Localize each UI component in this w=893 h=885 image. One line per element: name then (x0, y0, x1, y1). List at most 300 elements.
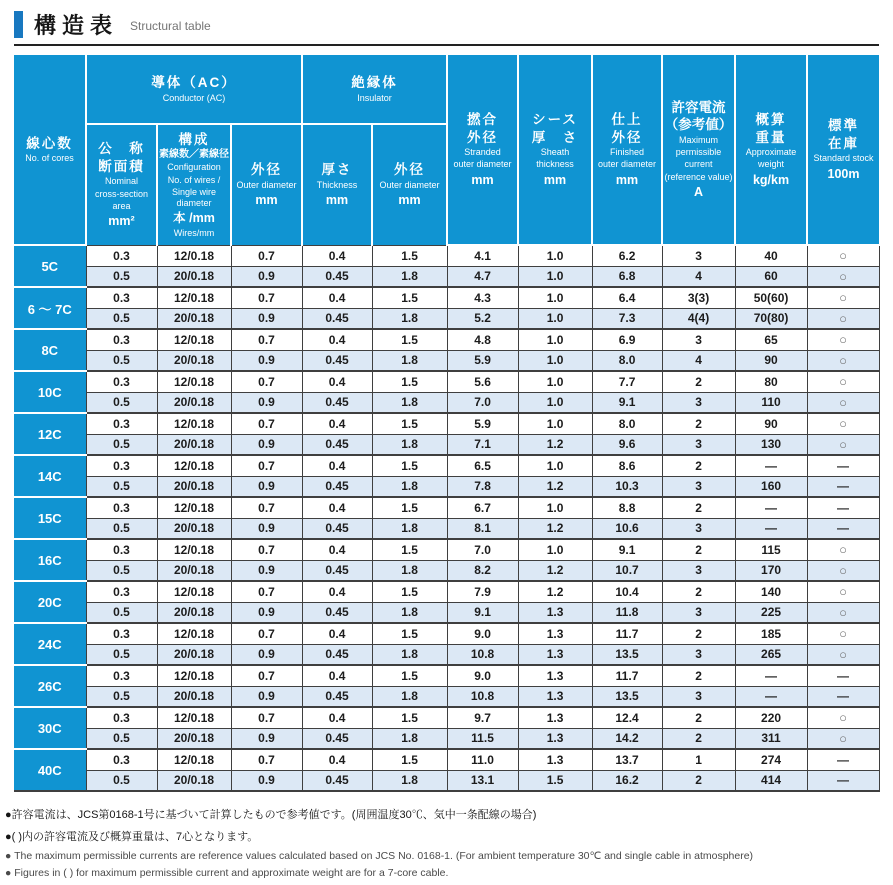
data-cell: 0.5 (86, 728, 157, 749)
current-unit: A (694, 184, 704, 199)
data-cell: 0.7 (231, 455, 302, 476)
data-cell: 90 (735, 413, 807, 434)
config-en: Configuration (167, 162, 221, 173)
current-en-sub: (reference value) (664, 171, 733, 182)
data-cell: 10.7 (592, 560, 662, 581)
nominal-ja2: 断面積 (98, 158, 145, 174)
stock-cell: ○ (807, 560, 879, 581)
current-ja1: 許容電流 (671, 99, 726, 115)
data-cell: 7.3 (592, 308, 662, 329)
sheath-unit: mm (543, 172, 567, 187)
stock-cell: — (807, 749, 879, 770)
page-title-ja: 構造表 (34, 12, 119, 38)
data-cell: 0.9 (231, 686, 302, 707)
data-cell: 7.9 (447, 581, 518, 602)
table-row (14, 728, 879, 749)
data-cell: 4.7 (447, 266, 518, 287)
data-cell: 10.4 (592, 581, 662, 602)
data-cell: 5.6 (447, 371, 518, 392)
data-cell: 0.5 (86, 602, 157, 623)
data-cell: 0.3 (86, 413, 157, 434)
data-cell: 9.6 (592, 434, 662, 455)
data-cell: 0.4 (302, 581, 372, 602)
thickness-en: Thickness (316, 179, 358, 190)
data-cell: 0.5 (86, 770, 157, 791)
data-cell: 1.8 (372, 266, 447, 287)
weight-unit: kg/km (752, 172, 790, 187)
data-cell: 0.9 (231, 392, 302, 413)
data-cell: 1.8 (372, 560, 447, 581)
data-cell: 8.2 (447, 560, 518, 581)
table-row (14, 518, 879, 539)
data-cell: 2 (662, 728, 735, 749)
data-cell: 1.0 (518, 392, 592, 413)
insulator-ja: 絶縁体 (351, 75, 398, 91)
stock-cell: ○ (807, 539, 879, 560)
data-cell: 12/0.18 (157, 665, 231, 686)
data-cell: 3 (662, 434, 735, 455)
data-cell: 0.45 (302, 266, 372, 287)
data-cell: 14.2 (592, 728, 662, 749)
data-cell: 2 (662, 371, 735, 392)
stranded-ja2: 外径 (467, 129, 499, 145)
data-cell: 1.2 (518, 434, 592, 455)
data-cell: 60 (735, 266, 807, 287)
finished-en2: outer diameter (598, 159, 657, 170)
table-row (14, 476, 879, 497)
data-cell: 1.0 (518, 329, 592, 350)
data-cell: — (735, 686, 807, 707)
cond-od-unit: mm (255, 193, 278, 208)
stock-cell: — (807, 686, 879, 707)
data-cell: 0.9 (231, 434, 302, 455)
data-cell: 4 (662, 350, 735, 371)
current-en1: Maximum (679, 134, 719, 145)
data-cell: 0.5 (86, 518, 157, 539)
nominal-en3: area (112, 200, 131, 211)
structural-table (14, 55, 880, 792)
data-cell: 3 (662, 476, 735, 497)
cond-od-ja: 外径 (251, 162, 283, 178)
page-title-en: Structural table (130, 19, 211, 33)
table-row (14, 749, 879, 770)
insul-od-ja: 外径 (394, 162, 426, 178)
stock-cell: — (807, 518, 879, 539)
data-cell: 12/0.18 (157, 287, 231, 308)
data-cell: 12/0.18 (157, 623, 231, 644)
data-cell: 0.45 (302, 770, 372, 791)
data-cell: 90 (735, 350, 807, 371)
stranded-ja1: 撚合 (467, 112, 499, 128)
data-cell: 1.0 (518, 308, 592, 329)
data-cell: 1.0 (518, 455, 592, 476)
data-cell: 9.7 (447, 707, 518, 728)
data-cell: 10.8 (447, 644, 518, 665)
data-cell: 0.3 (86, 539, 157, 560)
data-cell: 80 (735, 371, 807, 392)
data-cell: 9.0 (447, 623, 518, 644)
stock-cell: ○ (807, 350, 879, 371)
table-row (14, 266, 879, 287)
data-cell: 0.5 (86, 560, 157, 581)
data-cell: 8.8 (592, 497, 662, 518)
stock-cell: ○ (807, 707, 879, 728)
data-cell: 0.7 (231, 413, 302, 434)
data-cell: 0.7 (231, 749, 302, 770)
stock-cell: ○ (807, 728, 879, 749)
nominal-unit: mm² (108, 214, 135, 229)
config-ja: 構成 (178, 131, 210, 147)
data-cell: 0.4 (302, 539, 372, 560)
insulator-en: Insulator (357, 92, 392, 103)
data-cell: 2 (662, 770, 735, 791)
data-cell: 50(60) (735, 287, 807, 308)
stock-cell: ○ (807, 371, 879, 392)
data-cell: 0.3 (86, 749, 157, 770)
data-cell: 1.5 (372, 581, 447, 602)
data-cell: 0.45 (302, 686, 372, 707)
stranded-en2: outer diameter (453, 159, 512, 170)
page-title (14, 9, 893, 39)
data-cell: 4.3 (447, 287, 518, 308)
data-cell: 185 (735, 623, 807, 644)
finished-en1: Finished (610, 147, 645, 158)
data-cell: 11.8 (592, 602, 662, 623)
config-unit-en: Wires/mm (173, 227, 215, 238)
data-cell: 414 (735, 770, 807, 791)
data-cell: 0.45 (302, 644, 372, 665)
data-cell: 6.7 (447, 497, 518, 518)
data-cell: 140 (735, 581, 807, 602)
data-cell: 8.0 (592, 413, 662, 434)
data-cell: 0.7 (231, 539, 302, 560)
data-cell: 12.4 (592, 707, 662, 728)
table-row (14, 392, 879, 413)
data-cell: 1.8 (372, 476, 447, 497)
data-cell: 1.8 (372, 728, 447, 749)
finished-ja2: 外径 (611, 129, 643, 145)
data-cell: 0.7 (231, 581, 302, 602)
data-cell: 6.9 (592, 329, 662, 350)
thickness-unit: mm (325, 193, 349, 208)
data-cell: 0.45 (302, 350, 372, 371)
stock-cell: ○ (807, 644, 879, 665)
stock-ja1: 標準 (828, 118, 860, 134)
data-cell: 20/0.18 (157, 728, 231, 749)
data-cell: 1.3 (518, 728, 592, 749)
data-cell: 2 (662, 581, 735, 602)
data-cell: 3 (662, 644, 735, 665)
data-cell: 1.5 (372, 455, 447, 476)
core-count-cell: 16C (14, 539, 86, 581)
weight-en1: Approximate (745, 147, 797, 158)
data-cell: 0.3 (86, 329, 157, 350)
data-cell: 1.5 (372, 707, 447, 728)
data-cell: 0.9 (231, 602, 302, 623)
nominal-en1: Nominal (104, 176, 138, 187)
col-header-weight (735, 55, 807, 245)
config-en-sub2: Single wire diameter (171, 186, 217, 209)
cores-ja: 線心数 (26, 135, 73, 151)
data-cell: 3 (662, 686, 735, 707)
data-cell: 0.4 (302, 287, 372, 308)
table-row (14, 455, 879, 476)
table-row (14, 371, 879, 392)
data-cell: 1.5 (372, 371, 447, 392)
data-cell: 0.7 (231, 245, 302, 266)
data-cell: 1.5 (518, 770, 592, 791)
stock-cell: ○ (807, 287, 879, 308)
stranded-en1: Stranded (464, 147, 501, 158)
sheath-ja2: 厚 さ (531, 129, 579, 145)
data-cell: 1.5 (372, 623, 447, 644)
data-cell: 311 (735, 728, 807, 749)
data-cell: 4 (662, 266, 735, 287)
data-cell: 1.0 (518, 539, 592, 560)
data-cell: 11.7 (592, 665, 662, 686)
data-cell: 1.8 (372, 644, 447, 665)
data-cell: 13.5 (592, 686, 662, 707)
data-cell: 9.1 (592, 539, 662, 560)
data-cell: 11.7 (592, 623, 662, 644)
table-row (14, 434, 879, 455)
table-row (14, 350, 879, 371)
core-count-cell: 24C (14, 623, 86, 665)
data-cell: 2 (662, 707, 735, 728)
table-row (14, 287, 879, 308)
data-cell: 220 (735, 707, 807, 728)
data-cell: 0.4 (302, 749, 372, 770)
data-cell: 8.6 (592, 455, 662, 476)
data-cell: — (735, 497, 807, 518)
data-cell: 10.3 (592, 476, 662, 497)
table-row (14, 686, 879, 707)
stock-cell: ○ (807, 245, 879, 266)
data-cell: 12/0.18 (157, 539, 231, 560)
data-cell: 160 (735, 476, 807, 497)
data-cell: 9.1 (592, 392, 662, 413)
data-cell: 20/0.18 (157, 644, 231, 665)
data-cell: 70(80) (735, 308, 807, 329)
data-cell: 3 (662, 518, 735, 539)
config-ja-sub: 素線数／素線径 (159, 149, 229, 161)
data-cell: 0.3 (86, 581, 157, 602)
data-cell: 6.5 (447, 455, 518, 476)
data-cell: 12/0.18 (157, 455, 231, 476)
data-cell: 2 (662, 455, 735, 476)
data-cell: 0.3 (86, 707, 157, 728)
data-cell: — (735, 518, 807, 539)
data-cell: 1.3 (518, 623, 592, 644)
data-cell: 0.3 (86, 623, 157, 644)
data-cell: 20/0.18 (157, 686, 231, 707)
data-cell: 3(3) (662, 287, 735, 308)
stock-cell: — (807, 770, 879, 791)
data-cell: 11.5 (447, 728, 518, 749)
stock-cell: ○ (807, 434, 879, 455)
weight-ja2: 重量 (755, 129, 787, 145)
data-cell: 1 (662, 749, 735, 770)
current-ja2: （参考値） (664, 117, 733, 133)
data-cell: 7.0 (447, 539, 518, 560)
data-cell: 0.3 (86, 245, 157, 266)
table-body (14, 245, 879, 791)
data-cell: 65 (735, 329, 807, 350)
data-cell: 3 (662, 560, 735, 581)
data-cell: 20/0.18 (157, 266, 231, 287)
core-count-cell: 6 ～ 7C (14, 287, 86, 329)
col-header-stranded-od (447, 55, 518, 245)
data-cell: 5.2 (447, 308, 518, 329)
data-cell: 12/0.18 (157, 497, 231, 518)
core-count-cell: 8C (14, 329, 86, 371)
thickness-ja: 厚さ (321, 162, 353, 178)
data-cell: 1.0 (518, 371, 592, 392)
col-header-finished-od (592, 55, 662, 245)
data-cell: 5.9 (447, 413, 518, 434)
data-cell: 1.5 (372, 329, 447, 350)
core-count-cell: 5C (14, 245, 86, 287)
data-cell: 3 (662, 392, 735, 413)
table-row (14, 602, 879, 623)
core-count-cell: 10C (14, 371, 86, 413)
cond-od-en: Outer diameter (236, 179, 297, 190)
data-cell: 8.1 (447, 518, 518, 539)
config-en-sub1: No. of wires / (167, 174, 221, 185)
stock-cell: ○ (807, 581, 879, 602)
stock-en: Standard stock (813, 153, 874, 164)
data-cell: 12/0.18 (157, 371, 231, 392)
data-cell: 13.1 (447, 770, 518, 791)
data-cell: 1.3 (518, 665, 592, 686)
data-cell: 0.4 (302, 329, 372, 350)
sheath-en2: thickness (536, 159, 574, 170)
group-header-conductor (86, 55, 302, 124)
data-cell: 9.1 (447, 602, 518, 623)
data-cell: 2 (662, 497, 735, 518)
data-cell: 2 (662, 623, 735, 644)
col-header-configuration (157, 124, 231, 245)
data-cell: 0.45 (302, 602, 372, 623)
stock-unit: 100m (827, 166, 860, 181)
stock-cell: — (807, 665, 879, 686)
data-cell: 0.5 (86, 308, 157, 329)
data-cell: 1.0 (518, 497, 592, 518)
data-cell: 1.5 (372, 539, 447, 560)
data-cell: 0.7 (231, 623, 302, 644)
data-cell: 12/0.18 (157, 707, 231, 728)
core-count-cell: 12C (14, 413, 86, 455)
data-cell: 1.0 (518, 266, 592, 287)
data-cell: 265 (735, 644, 807, 665)
core-count-cell: 20C (14, 581, 86, 623)
data-cell: 0.7 (231, 497, 302, 518)
data-cell: 12/0.18 (157, 749, 231, 770)
stock-cell: — (807, 455, 879, 476)
data-cell: 225 (735, 602, 807, 623)
data-cell: 3 (662, 602, 735, 623)
data-cell: 0.7 (231, 329, 302, 350)
core-count-cell: 14C (14, 455, 86, 497)
data-cell: 20/0.18 (157, 350, 231, 371)
data-cell: 0.3 (86, 455, 157, 476)
data-cell: 0.9 (231, 350, 302, 371)
data-cell: 115 (735, 539, 807, 560)
data-cell: 0.9 (231, 308, 302, 329)
data-cell: 20/0.18 (157, 602, 231, 623)
data-cell: 130 (735, 434, 807, 455)
footnote-ja-1: ●許容電流は、JCS第0168-1号に基づいて計算したもので参考値です。(周囲温度30℃、気中一条配線の場合) (5, 809, 537, 821)
data-cell: 0.5 (86, 266, 157, 287)
col-header-sheath-thickness (518, 55, 592, 245)
footnote-en-1: ● The maximum permissible currents are reference values calculated based on JCS No. 0168-1. (For ambient temperature 30℃ and single cable in atmosphere) (5, 850, 754, 862)
data-cell: 6.4 (592, 287, 662, 308)
col-header-nominal-area (86, 124, 157, 245)
stock-cell: ○ (807, 623, 879, 644)
data-cell: 0.3 (86, 497, 157, 518)
data-cell: 1.3 (518, 602, 592, 623)
footnote-ja-2: ●( )内の許容電流及び概算重量は、7心となります。 (5, 831, 259, 843)
finished-unit: mm (615, 172, 639, 187)
data-cell: 20/0.18 (157, 560, 231, 581)
data-cell: 20/0.18 (157, 434, 231, 455)
col-header-standard-stock (807, 55, 879, 245)
core-count-cell: 40C (14, 749, 86, 791)
data-cell: 1.5 (372, 413, 447, 434)
data-cell: 1.8 (372, 434, 447, 455)
core-count-cell: 15C (14, 497, 86, 539)
current-en3: current (684, 159, 713, 170)
stock-cell: — (807, 497, 879, 518)
data-cell: 0.9 (231, 476, 302, 497)
config-unit-ja: 本 /mm (173, 211, 215, 226)
data-cell: 16.2 (592, 770, 662, 791)
data-cell: 40 (735, 245, 807, 266)
table-row (14, 560, 879, 581)
data-cell: 1.5 (372, 665, 447, 686)
data-cell: 2 (662, 413, 735, 434)
insul-od-unit: mm (398, 193, 421, 208)
data-cell: 20/0.18 (157, 770, 231, 791)
data-cell: 0.9 (231, 728, 302, 749)
insul-od-en: Outer diameter (379, 179, 440, 190)
data-cell: 20/0.18 (157, 476, 231, 497)
data-cell: 13.7 (592, 749, 662, 770)
data-cell: 20/0.18 (157, 518, 231, 539)
col-header-insulator-thickness (302, 124, 372, 245)
data-cell: 0.4 (302, 455, 372, 476)
title-divider (14, 44, 879, 46)
data-cell: 1.8 (372, 686, 447, 707)
data-cell: 0.45 (302, 308, 372, 329)
data-cell: 1.2 (518, 560, 592, 581)
data-cell: 0.4 (302, 497, 372, 518)
cores-en: No. of cores (25, 153, 74, 164)
data-cell: 0.9 (231, 518, 302, 539)
data-cell: 20/0.18 (157, 392, 231, 413)
table-row (14, 497, 879, 518)
current-en2: permissible (675, 147, 722, 158)
data-cell: 4.8 (447, 329, 518, 350)
stock-cell: ○ (807, 266, 879, 287)
data-cell: 0.7 (231, 287, 302, 308)
data-cell: 0.5 (86, 476, 157, 497)
data-cell: 9.0 (447, 665, 518, 686)
data-cell: 12/0.18 (157, 245, 231, 266)
data-cell: 1.8 (372, 308, 447, 329)
data-cell: 8.0 (592, 350, 662, 371)
data-cell: 0.45 (302, 518, 372, 539)
